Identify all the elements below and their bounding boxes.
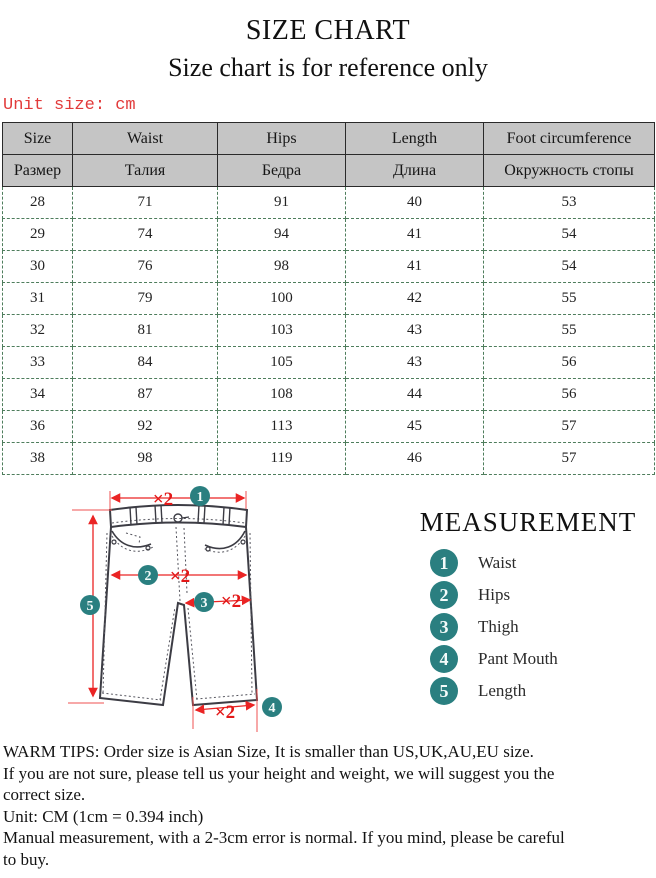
- column-header-ru: Бедра: [218, 155, 346, 187]
- header-row-en: [3, 123, 655, 155]
- hips-measure-annotation: [112, 565, 246, 587]
- measurement-label: Waist: [478, 553, 517, 572]
- table-cell: 57: [484, 411, 655, 443]
- unit-note: Unit size: cm: [3, 96, 136, 115]
- table-row: [3, 315, 655, 347]
- column-header-en: Waist: [73, 123, 218, 155]
- shorts-measurement-diagram: [0, 481, 400, 739]
- table-cell: 44: [346, 379, 484, 411]
- tips-line: Unit: CM (1cm = 0.394 inch): [3, 806, 204, 826]
- page-subtitle: Size chart is for reference only: [168, 53, 488, 82]
- list-item: [400, 643, 656, 675]
- table-cell: 40: [346, 187, 484, 219]
- table-cell: 113: [218, 411, 346, 443]
- column-header-en: Length: [346, 123, 484, 155]
- table-cell: 54: [484, 251, 655, 283]
- tips-line: correct size.: [3, 785, 86, 804]
- table-row: [3, 347, 655, 379]
- table-cell: 34: [3, 379, 73, 411]
- table-cell: 56: [484, 379, 655, 411]
- table-row: [3, 251, 655, 283]
- table-cell: 119: [218, 443, 346, 475]
- table-cell: 108: [218, 379, 346, 411]
- table-cell: 55: [484, 315, 655, 347]
- table-row: [3, 443, 655, 475]
- numbered-badge-icon: 3: [430, 613, 458, 641]
- table-cell: 41: [346, 251, 484, 283]
- table-cell: 55: [484, 283, 655, 315]
- tips-line: If you are not sure, please tell us your height and weight, we will suggest you the: [3, 763, 555, 783]
- table-row: [3, 411, 655, 443]
- table-cell: 71: [73, 187, 218, 219]
- numbered-badge-icon: 4: [430, 645, 458, 673]
- table-cell: 43: [346, 315, 484, 347]
- table-cell: 98: [218, 251, 346, 283]
- table-cell: 84: [73, 347, 218, 379]
- shorts-diagram-svg: [0, 481, 400, 739]
- tips-line: Manual measurement, with a 2-3cm error is normal. If you mind, please be careful: [3, 828, 565, 847]
- table-cell: 30: [3, 251, 73, 283]
- tips-line: to buy.: [3, 849, 50, 869]
- table-cell: 92: [73, 411, 218, 443]
- table-cell: 28: [3, 187, 73, 219]
- header-row-ru: [3, 155, 655, 187]
- table-cell: 38: [3, 443, 73, 475]
- size-chart-table: [2, 122, 655, 475]
- measurement-section: [0, 481, 656, 739]
- table-row: [3, 219, 655, 251]
- diagram-badge-number: 4: [268, 701, 276, 716]
- column-header-en: Size: [3, 123, 73, 155]
- table-cell: 42: [346, 283, 484, 315]
- times2-label: ×2: [220, 591, 242, 612]
- numbered-badge-icon: 2: [430, 581, 458, 609]
- table-cell: 91: [218, 187, 346, 219]
- thigh-measure-annotation: [186, 591, 250, 612]
- measurement-legend: [400, 481, 656, 739]
- table-cell: 98: [73, 443, 218, 475]
- diagram-badge-number: 5: [86, 599, 94, 614]
- diagram-badge-number: 1: [196, 490, 204, 505]
- table-cell: 57: [484, 443, 655, 475]
- table-row: [3, 187, 655, 219]
- list-item: [400, 611, 656, 643]
- table-cell: 54: [484, 219, 655, 251]
- table-cell: 53: [484, 187, 655, 219]
- measurement-label: Pant Mouth: [478, 649, 558, 668]
- column-header-ru: Окружность стопы: [484, 155, 655, 187]
- tips-line: WARM TIPS: Order size is Asian Size, It is smaller than US,UK,AU,EU size.: [3, 742, 534, 761]
- column-header-en: Hips: [218, 123, 346, 155]
- measurement-label: Hips: [478, 585, 511, 604]
- measurement-title: MEASUREMENT: [419, 507, 637, 537]
- table-cell: 103: [218, 315, 346, 347]
- measurement-list: [400, 547, 656, 707]
- numbered-badge-icon: 1: [430, 549, 458, 577]
- table-cell: 81: [73, 315, 218, 347]
- table-cell: 79: [73, 283, 218, 315]
- list-item: [400, 579, 656, 611]
- list-item: [400, 547, 656, 579]
- list-item: [400, 675, 656, 707]
- times2-label: ×2: [169, 566, 191, 587]
- table-cell: 105: [218, 347, 346, 379]
- table-cell: 94: [218, 219, 346, 251]
- table-cell: 45: [346, 411, 484, 443]
- measurement-label: Thigh: [478, 617, 519, 636]
- column-header-en: Foot circumference: [484, 123, 655, 155]
- table-cell: 32: [3, 315, 73, 347]
- column-header-ru: Размер: [3, 155, 73, 187]
- measurement-label: Length: [478, 681, 527, 700]
- times2-label: ×2: [214, 702, 236, 723]
- table-cell: 76: [73, 251, 218, 283]
- page-title: SIZE CHART: [245, 15, 411, 46]
- table-cell: 31: [3, 283, 73, 315]
- table-cell: 36: [3, 411, 73, 443]
- table-cell: 29: [3, 219, 73, 251]
- numbered-badge-icon: 5: [430, 677, 458, 705]
- column-header-ru: Талия: [73, 155, 218, 187]
- table-cell: 41: [346, 219, 484, 251]
- table-cell: 33: [3, 347, 73, 379]
- table-cell: 87: [73, 379, 218, 411]
- table-cell: 46: [346, 443, 484, 475]
- table-cell: 74: [73, 219, 218, 251]
- table-row: [3, 283, 655, 315]
- table-cell: 56: [484, 347, 655, 379]
- table-cell: 43: [346, 347, 484, 379]
- times2-label: ×2: [152, 489, 174, 510]
- warm-tips: [3, 741, 654, 870]
- diagram-badge-number: 3: [200, 596, 208, 611]
- column-header-ru: Длина: [346, 155, 484, 187]
- diagram-badge-number: 2: [144, 569, 152, 584]
- table-row: [3, 379, 655, 411]
- table-cell: 100: [218, 283, 346, 315]
